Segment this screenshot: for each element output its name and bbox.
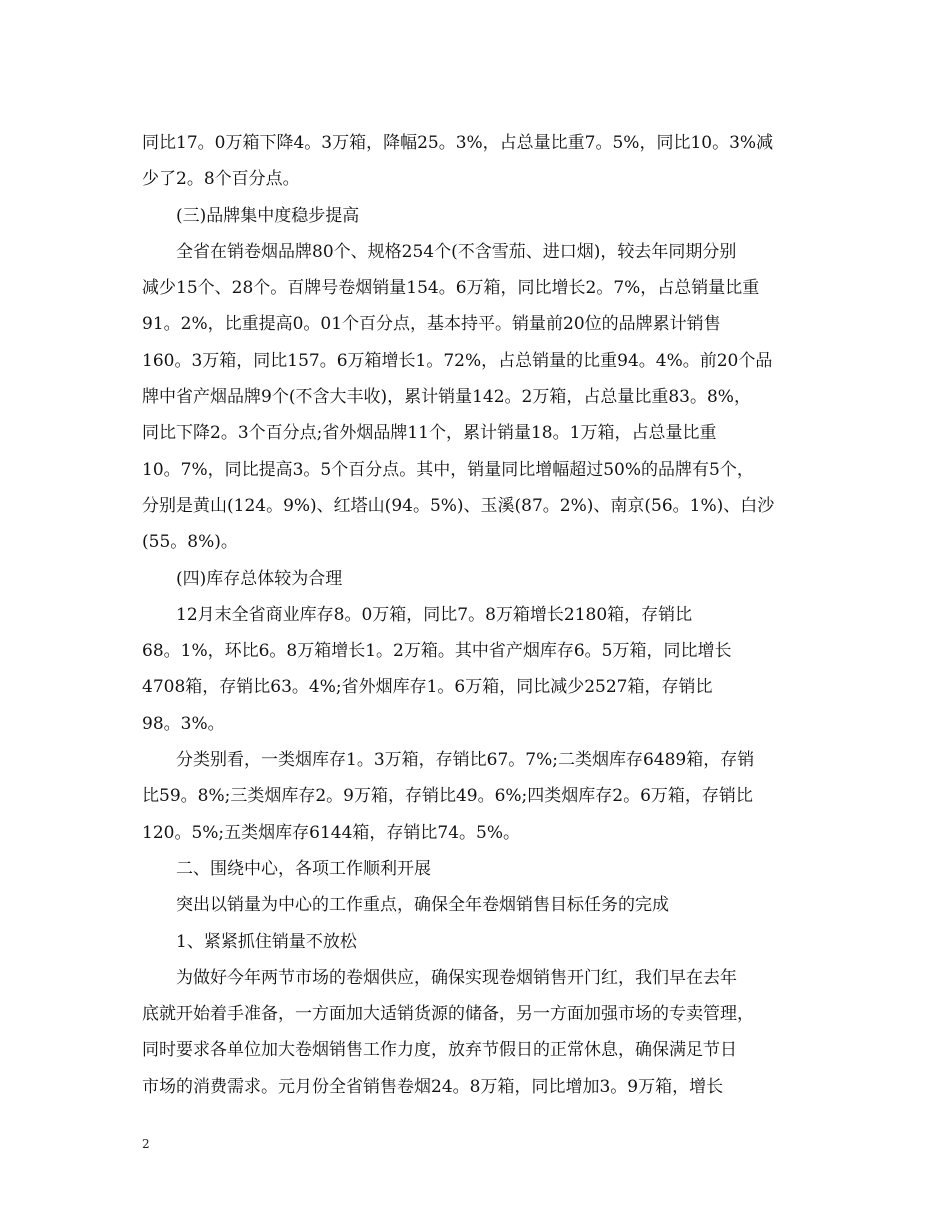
document-body <box>142 125 812 1105</box>
section-heading: 二、围绕中心，各项工作顺利开展 <box>176 858 431 879</box>
text-line: 12月末全省商业库存8。0万箱，同比7。8万箱增长2180箱，存销比 <box>176 604 693 625</box>
text-line: 底就开始着手准备，一方面加大适销货源的储备，另一方面加强市场的专卖管理， <box>142 1004 754 1025</box>
text-line: 同比17。0万箱下降4。3万箱，降幅25。3%，占总量比重7。5%，同比10。3%减 <box>142 133 774 153</box>
text-line: 120。5%;五类烟库存6144箱，存销比74。5%。 <box>142 822 521 843</box>
text-line: 同时要求各单位加大卷烟销售工作力度，放弃节假日的正常休息，确保满足节日 <box>142 1040 737 1061</box>
text-line: 减少15个、28个。百牌号卷烟销量154。6万箱，同比增长2。7%，占总销量比重 <box>142 278 760 299</box>
text-line: 分类别看，一类烟库存1。3万箱，存销比67。7%;二类烟库存6489箱，存销 <box>176 750 755 771</box>
text-line: 同比下降2。3个百分点;省外烟品牌11个，累计销量18。1万箱，占总量比重 <box>142 423 717 444</box>
text-line: 为做好今年两节市场的卷烟供应，确保实现卷烟销售开门红，我们早在去年 <box>176 967 737 988</box>
text-line: 4708箱，存销比63。4%;省外烟库存1。6万箱，同比减少2527箱，存销比 <box>142 677 713 698</box>
text-line: 市场的消费需求。元月份全省销售卷烟24。8万箱，同比增加3。9万箱，增长 <box>142 1076 724 1097</box>
text-line: 91。2%，比重提高0。01个百分点，基本持平。销量前20位的品牌累计销售 <box>142 314 721 335</box>
text-line: 98。3%。 <box>142 713 225 734</box>
text-line: 分别是黄山(124。9%)、红塔山(94。5%)、玉溪(87。2%)、南京(56。1%)、白沙 <box>142 495 775 516</box>
text-line: 全省在销卷烟品牌80个、规格254个(不含雪茄、进口烟)，较去年同期分别 <box>176 241 737 262</box>
text-line: 10。7%，同比提高3。5个百分点。其中，销量同比增幅超过50%的品牌有5个， <box>142 459 754 480</box>
text-line: 68。1%，环比6。8万箱增长1。2万箱。其中省产烟库存6。5万箱，同比增长 <box>142 641 732 662</box>
text-line: (55。8%)。 <box>142 532 238 553</box>
page-number: 2 <box>142 1137 150 1151</box>
text-line: 少了2。8个百分点。 <box>142 169 300 190</box>
section-heading: 1、紧紧抓住销量不放松 <box>176 931 357 952</box>
section-heading: (四)库存总体较为合理 <box>176 568 343 589</box>
text-line: 牌中省产烟品牌9个(不含大丰收)，累计销量142。2万箱，占总量比重83。8%， <box>142 387 751 408</box>
text-line: 突出以销量为中心的工作重点，确保全年卷烟销售目标任务的完成 <box>176 895 669 916</box>
text-line: 160。3万箱，同比157。6万箱增长1。72%，占总销量的比重94。4%。前20个品 <box>142 350 773 371</box>
section-heading: (三)品牌集中度稳步提高 <box>176 205 360 226</box>
text-line: 比59。8%;三类烟库存2。9万箱，存销比49。6%;四类烟库存2。6万箱，存销比 <box>142 786 753 807</box>
